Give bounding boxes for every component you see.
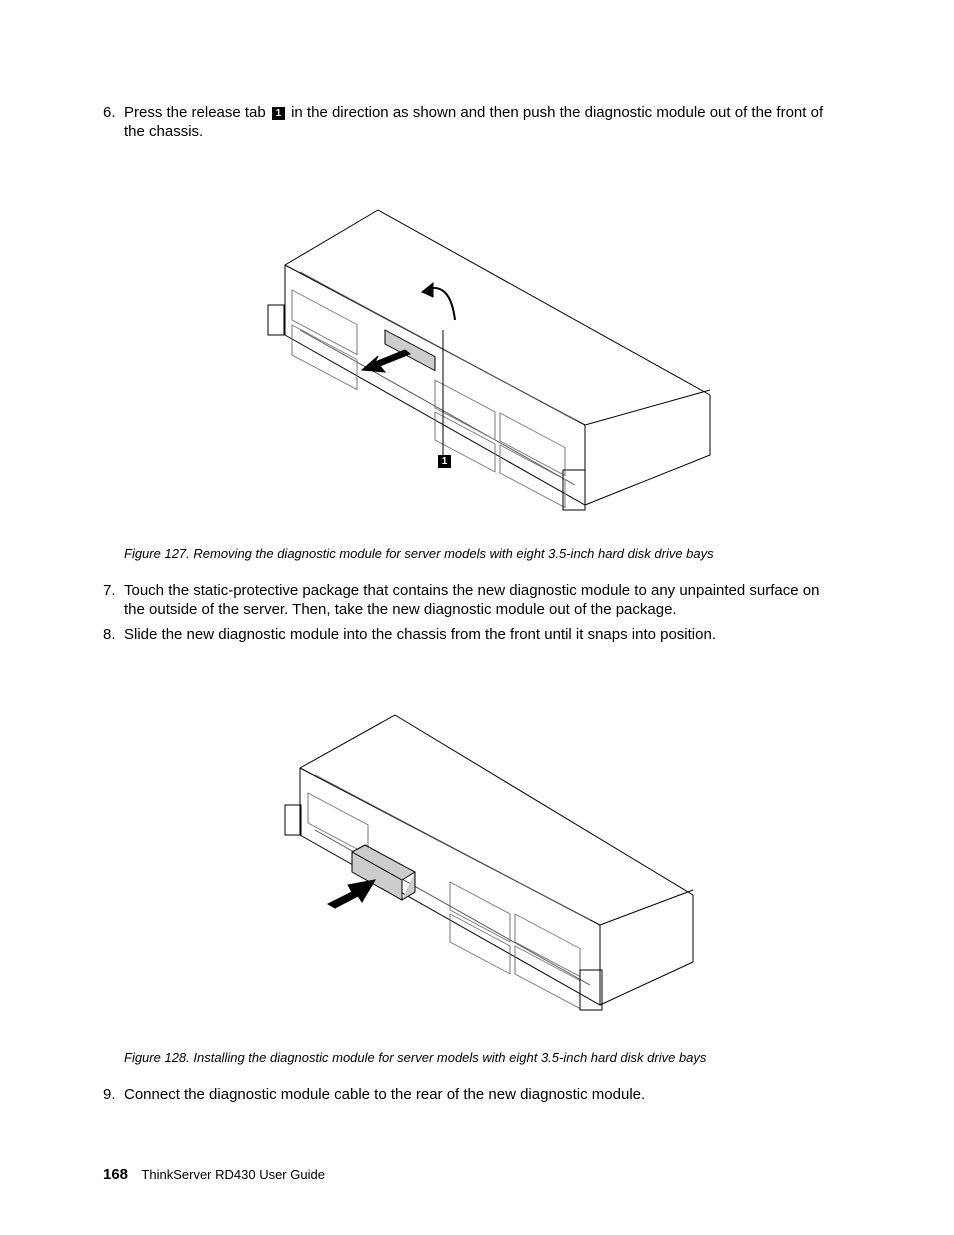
diagnostic-module bbox=[385, 330, 435, 371]
page-number: 168 bbox=[103, 1166, 129, 1183]
figure-127-illustration bbox=[0, 0, 954, 540]
step-7: 7. Touch the static-protective package that contains the new diagnostic module to any unpainted surface on the outside of the server. Then, take the new diagnostic module out of the package. bbox=[103, 582, 820, 618]
push-arrow bbox=[362, 350, 410, 372]
figure-callout-1: 1 bbox=[438, 455, 451, 468]
step-6: 6. Press the release tab 1 in the direction as shown and then push the diagnostic module out of the front of the chassis. bbox=[103, 104, 824, 140]
insert-arrow bbox=[328, 880, 375, 908]
figure-128-caption: Figure 128. Installing the diagnostic module for server models with eight 3.5-inch hard disk drive bays bbox=[124, 1050, 707, 1065]
page-footer bbox=[103, 1166, 325, 1183]
step-9: 9. Connect the diagnostic module cable to the rear of the new diagnostic module. bbox=[103, 1086, 646, 1103]
figure-128-illustration bbox=[0, 700, 954, 1040]
drive-bays bbox=[292, 290, 565, 508]
step-8: 8. Slide the new diagnostic module into the chassis from the front until it snaps into position. bbox=[103, 626, 716, 643]
callout-1: 1 bbox=[272, 107, 285, 120]
figure-127-caption: Figure 127. Removing the diagnostic module for server models with eight 3.5-inch hard disk drive bays bbox=[124, 546, 714, 561]
guide-title: ThinkServer RD430 User Guide bbox=[141, 1167, 325, 1182]
